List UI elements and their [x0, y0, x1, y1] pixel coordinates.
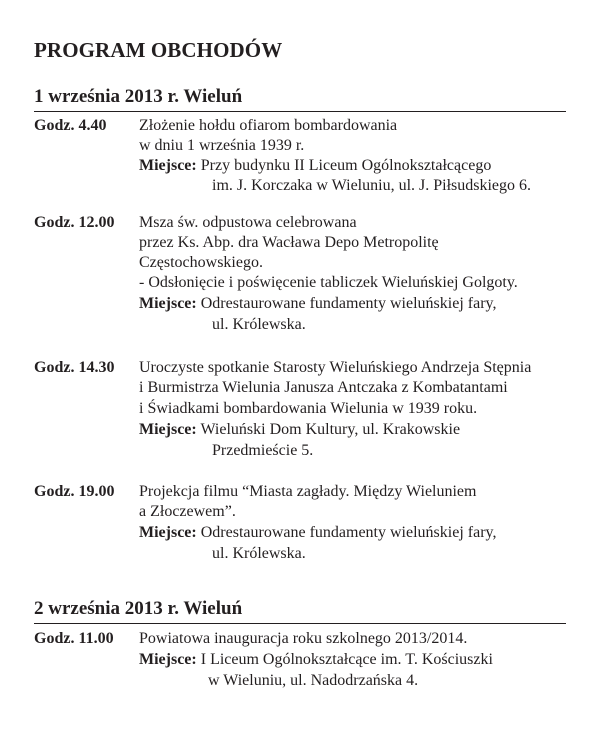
event-description-line: Złożenie hołdu ofiarom bombardowania: [139, 117, 398, 134]
event-time: Godz. 12.00: [34, 214, 115, 231]
event-description-line: i Świadkami bombardowania Wielunia w 1939 roku.: [139, 400, 478, 417]
heading-underline: [34, 111, 566, 112]
event-description-line: a Złoczewem”.: [139, 503, 236, 520]
event-description-line: w dniu 1 września 1939 r.: [139, 137, 305, 154]
day-heading: 1 września 2013 r. Wieluń: [34, 86, 243, 107]
day-heading: 2 września 2013 r. Wieluń: [34, 598, 243, 619]
heading-underline: [34, 623, 566, 624]
place-text: Wieluński Dom Kultury, ul. Krakowskie: [200, 421, 461, 438]
event-time: Godz. 19.00: [34, 483, 115, 500]
event-time: Godz. 4.40: [34, 117, 107, 134]
event-time: Godz. 11.00: [34, 630, 114, 647]
event-place-line: ul. Królewska.: [212, 316, 306, 333]
event-place-line: im. J. Korczaka w Wieluniu, ul. J. Piłsudskiego 6.: [212, 177, 532, 194]
place-label: Miejsce:: [139, 524, 197, 541]
place-label: Miejsce:: [139, 651, 197, 668]
program-title: PROGRAM OBCHODÓW: [34, 38, 283, 62]
event-description-line: Częstochowskiego.: [139, 254, 263, 271]
event-description-line: Msza św. odpustowa celebrowana: [139, 214, 357, 231]
event-time: Godz. 14.30: [34, 359, 115, 376]
place-label: Miejsce:: [139, 295, 197, 312]
event-place-line: [139, 420, 460, 440]
place-label: Miejsce:: [139, 421, 197, 438]
event-place-line: Przedmieście 5.: [212, 442, 314, 459]
place-text: Odrestaurowane fundamenty wieluńskiej fary,: [200, 295, 497, 312]
place-label: Miejsce:: [139, 157, 197, 174]
place-text: I Liceum Ogólnokształcące im. T. Kościuszki: [200, 651, 493, 668]
event-place-line: [139, 650, 493, 670]
place-text: Przy budynku II Liceum Ogólnokształcącego: [200, 157, 492, 174]
event-place-line: [139, 523, 496, 543]
event-description-line: i Burmistrza Wielunia Janusza Antczaka z Kombatantami: [139, 379, 508, 396]
event-place-line: [139, 156, 491, 176]
event-place-line: w Wieluniu, ul. Nadodrzańska 4.: [208, 672, 419, 689]
event-description-line: przez Ks. Abp. dra Wacława Depo Metropolitę: [139, 234, 439, 251]
event-description-line: Powiatowa inauguracja roku szkolnego 2013/2014.: [139, 630, 468, 647]
place-text: Odrestaurowane fundamenty wieluńskiej fary,: [200, 524, 497, 541]
event-description-line: Projekcja filmu “Miasta zagłady. Między Wieluniem: [139, 483, 477, 500]
event-description-line: Uroczyste spotkanie Starosty Wieluńskiego Andrzeja Stępnia: [139, 359, 532, 376]
event-place-line: ul. Królewska.: [212, 545, 306, 562]
event-place-line: [139, 294, 496, 314]
event-description-line: - Odsłonięcie i poświęcenie tabliczek Wieluńskiej Golgoty.: [139, 274, 518, 291]
